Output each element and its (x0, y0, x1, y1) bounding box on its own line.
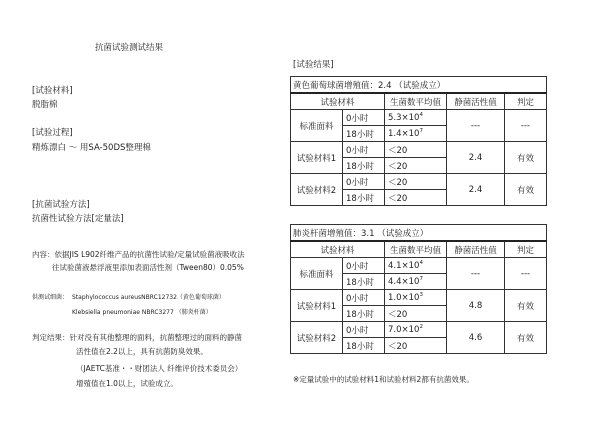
table-caption: 肺炎杆菌增殖值：3.1 （试验成立） (291, 225, 547, 242)
content-line2: 往试验菌液悬浮液里添加表面活性剂（Tween80）0.05% (52, 263, 244, 272)
row-time: 0小时 (343, 142, 385, 158)
results-table-staphylococcus (290, 76, 547, 206)
row-time: 0小时 (343, 174, 385, 190)
judgment-line3: （JAETC基准・・财团法人 纤维评价技术委员会） (76, 364, 243, 373)
header-judge: 判定 (505, 241, 547, 258)
row-material: 标准面料 (291, 110, 343, 142)
method-heading: [抗菌试验方法] (32, 200, 90, 210)
row-time: 0小时 (343, 322, 385, 338)
row-activity: 2.4 (447, 142, 505, 174)
judgment-line4: 增殖值在1.0以上，试验成立。 (76, 379, 178, 388)
row-material: 试验材料1 (291, 142, 343, 174)
row-material: 试验材料2 (291, 174, 343, 206)
row-value: ＜20 (385, 158, 447, 174)
row-time: 18小时 (343, 274, 385, 290)
row-time: 18小时 (343, 190, 385, 206)
content-line1: 内容：依据JIS L902纤维产品的抗菌性试验/定量试验菌液吸收法 (32, 250, 245, 259)
row-value: $5.3\times 10^4$ (385, 110, 447, 126)
row-value: ＜20 (385, 142, 447, 158)
row-time: 0小时 (343, 258, 385, 274)
header-activity: 静菌活性值 (447, 93, 505, 110)
row-value: $7.0\times 10^2$ (385, 322, 447, 338)
judgment-line1: 判定结果：针对没有其他整理的面料，抗菌整理过的面料的静菌 (32, 333, 242, 342)
row-activity: --- (447, 258, 505, 290)
header-material: 试验材料 (291, 93, 385, 110)
page-title: 抗菌试验测试结果 (95, 43, 164, 53)
header-average: 生菌数平均值 (385, 93, 447, 110)
row-time: 0小时 (343, 110, 385, 126)
row-judge: 有效 (505, 142, 547, 174)
strain-1: Staphylococcus aureusNBRC12732（黄色葡萄球菌） (72, 294, 225, 301)
row-material: 试验材料2 (291, 322, 343, 354)
row-judge: 有效 (505, 290, 547, 322)
row-value: $1.0\times 10^3$ (385, 290, 447, 306)
row-value: $4.1\times 10^4$ (385, 258, 447, 274)
row-activity: 4.6 (447, 322, 505, 354)
process-heading: [试验过程] (32, 128, 73, 138)
material-heading: [试验材料] (32, 86, 73, 96)
row-activity: 2.4 (447, 174, 505, 206)
row-time: 18小时 (343, 126, 385, 142)
row-value: ＜20 (385, 338, 447, 354)
row-value: $1.4\times 10^7$ (385, 126, 447, 142)
row-judge: 有效 (505, 322, 547, 354)
header-judge: 判定 (505, 93, 547, 110)
strain-label: 供测试细菌： (32, 294, 69, 301)
results-table-klebsiella (290, 224, 547, 354)
judgment-line2: 活性值在2.2以上，具有抗菌防臭效果。 (76, 347, 208, 356)
method-value: 抗菌性试验方法[定量法] (32, 214, 124, 224)
header-average: 生菌数平均值 (385, 241, 447, 258)
material-value: 脱脂棉 (32, 100, 58, 110)
header-activity: 静菌活性值 (447, 241, 505, 258)
row-value: ＜20 (385, 306, 447, 322)
process-value: 精炼漂白 ～ 用SA-50DS整理棉 (32, 143, 151, 153)
row-judge: 有效 (505, 174, 547, 206)
row-judge: --- (505, 110, 547, 142)
row-activity: --- (447, 110, 505, 142)
row-material: 标准面料 (291, 258, 343, 290)
header-material: 试验材料 (291, 241, 385, 258)
strain-2: Klebsiella pneumoniae NBRC3277 （肺炎杆菌） (72, 309, 212, 316)
row-value: $4.4\times 10^7$ (385, 274, 447, 290)
row-material: 试验材料1 (291, 290, 343, 322)
row-time: 18小时 (343, 338, 385, 354)
results-heading: [试验结果] (293, 60, 334, 70)
row-value: ＜20 (385, 190, 447, 206)
table-caption: 黄色葡萄球菌增殖值：2.4 （试验成立） (291, 77, 547, 94)
row-judge: --- (505, 258, 547, 290)
footnote: ※定量试验中的试验材料1和试验材料2都有抗菌效果。 (293, 375, 474, 384)
row-value: ＜20 (385, 174, 447, 190)
row-time: 18小时 (343, 306, 385, 322)
row-time: 0小时 (343, 290, 385, 306)
row-activity: 4.8 (447, 290, 505, 322)
row-time: 18小时 (343, 158, 385, 174)
